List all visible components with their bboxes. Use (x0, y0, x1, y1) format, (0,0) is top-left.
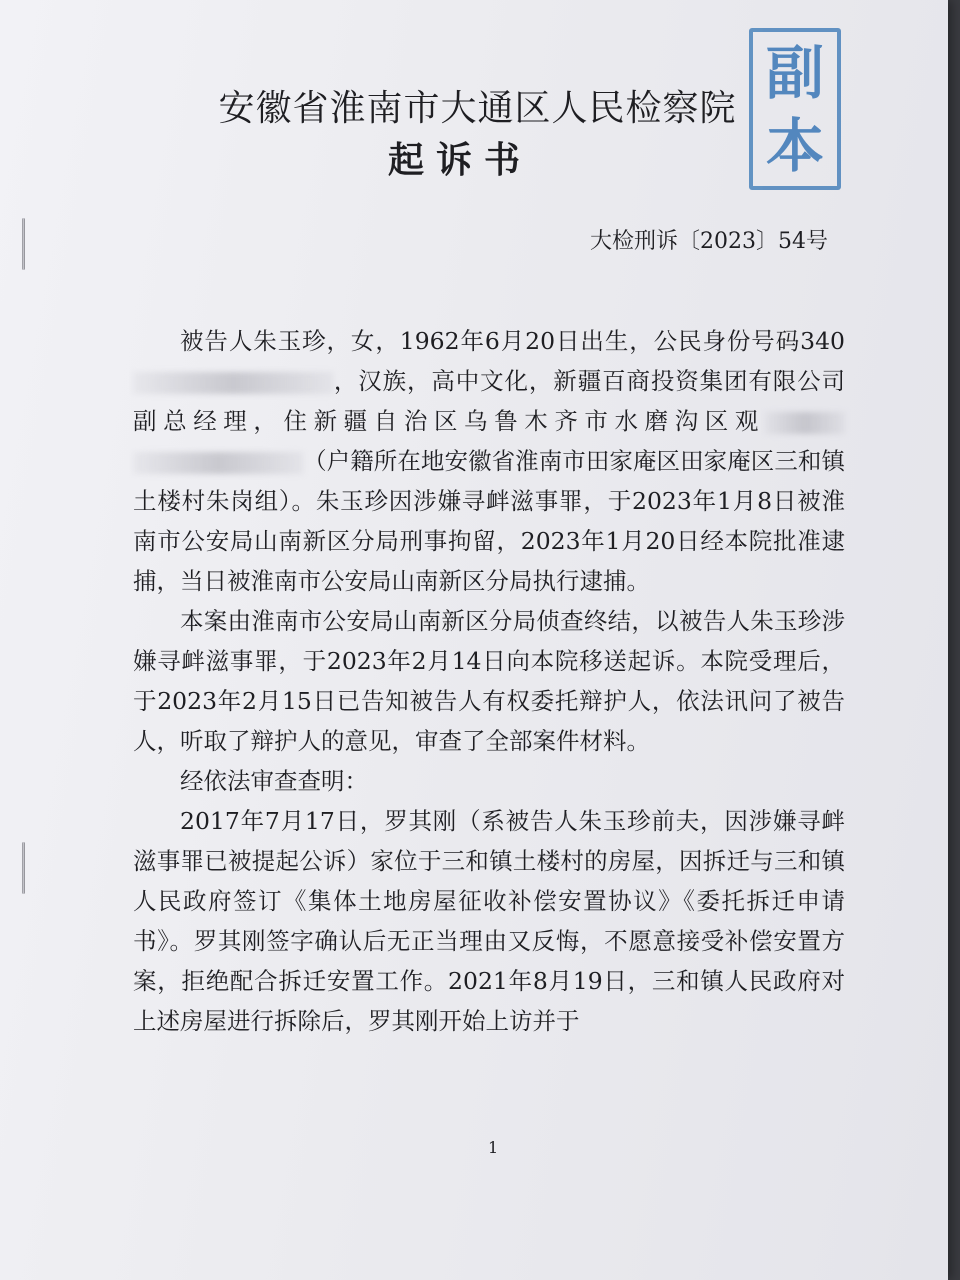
stamp-char-1: 副 (765, 38, 824, 107)
document-title: 起诉书 (388, 139, 533, 181)
redacted-address-1 (765, 412, 845, 434)
document-body (133, 321, 845, 1041)
staple-bottom (22, 842, 25, 894)
paragraph-findings-intro: 经依法审查查明： (180, 767, 368, 795)
paragraph-facts: 2017年7月17日，罗其刚（系被告人朱玉珍前夫，因涉嫌寻衅滋事罪已被提起公诉）家位于三和镇土楼村的房屋，因拆迁与三和镇人民政府签订《集体土地房屋征收补偿安置协议》《委托拆迁申请书》。罗其刚签字确认后无正当理由又反悔，不愿意接受补偿安置方案，拒绝配合拆迁安置工作。2021年8月19日，三和镇人民政府对上述房屋进行拆除后，罗其刚开始上访并于 (133, 807, 845, 1035)
staple-top (22, 218, 25, 270)
redacted-id (133, 372, 333, 394)
redacted-address-2 (133, 452, 303, 474)
page-number: 1 (488, 1138, 499, 1157)
stamp-char-2: 本 (765, 111, 824, 180)
organization-name: 安徽省淮南市大通区人民检察院 (218, 88, 737, 129)
document-number: 大检刑诉〔2023〕54号 (590, 229, 828, 254)
paragraph-case: 本案由淮南市公安局山南新区分局侦查终结，以被告人朱玉珍涉嫌寻衅滋事罪，于2023年2月14日向本院移送起诉。本院受理后，于2023年2月15日已告知被告人有权委托辩护人，依法讯问了被告人，听取了辩护人的意见，审查了全部案件材料。 (133, 607, 845, 755)
paragraph-defendant: 被告人朱玉珍，女，1962年6月20日出生，公民身份号码340，汉族，高中文化，新疆百商投资集团有限公司副总经理，住新疆自治区乌鲁木齐市水磨沟区观（户籍所在地安徽省淮南市田家庵区田家庵区三和镇土楼村朱岗组）。朱玉珍因涉嫌寻衅滋事罪，于2023年1月8日被淮南市公安局山南新区分局刑事拘留，2023年1月20日经本院批准逮捕，当日被淮南市公安局山南新区分局执行逮捕。 (133, 327, 845, 595)
